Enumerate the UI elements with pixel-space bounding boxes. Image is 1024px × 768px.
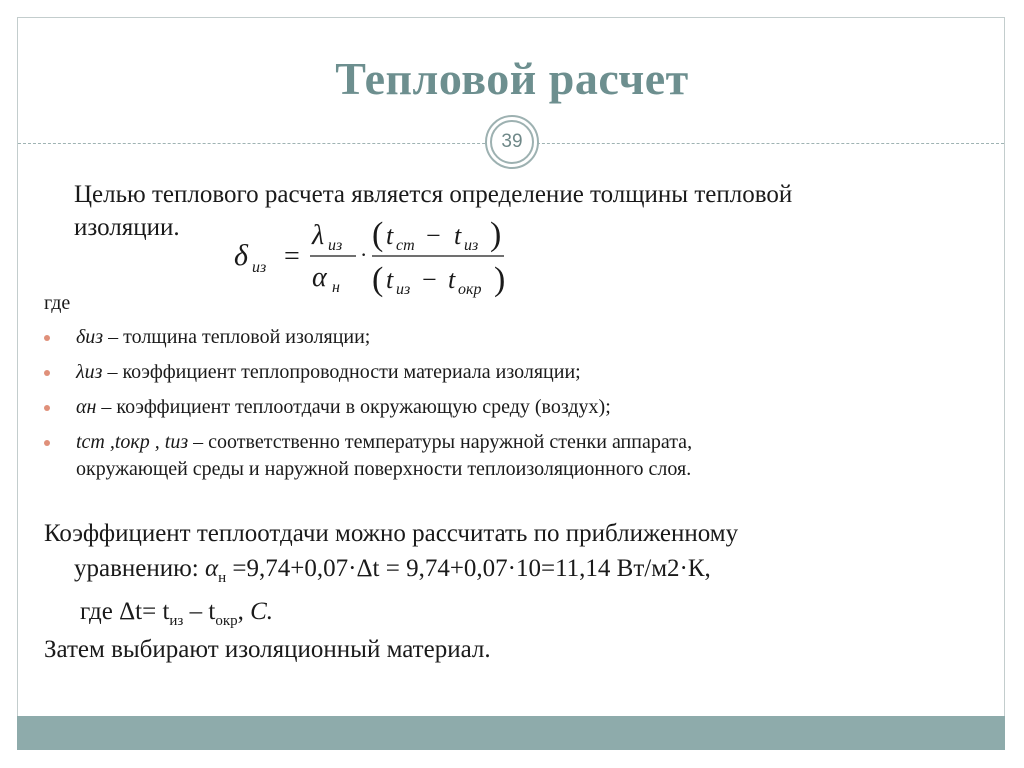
formula-dot: · bbox=[360, 242, 368, 267]
slide-title: Тепловой расчет bbox=[335, 53, 689, 104]
intro-line-1: Целью теплового расчета является определение толщины тепловой bbox=[74, 181, 793, 208]
formula-delta-sub: из bbox=[252, 259, 267, 276]
formula-den-t2: t bbox=[448, 265, 456, 294]
symbol-alpha-n: αн bbox=[76, 396, 97, 418]
delta-t-sub-okr: окр bbox=[215, 613, 238, 629]
definition-text: – соответственно температуры наружной стенки аппарата, bbox=[188, 431, 693, 453]
page-number: 39 bbox=[490, 120, 534, 164]
conclusion-text: Затем выбирают изоляционный материал. bbox=[44, 636, 491, 663]
symbol-delta-iz: δиз bbox=[76, 326, 104, 348]
formula-den-t2-sub: окр bbox=[458, 281, 482, 298]
where-label: где bbox=[44, 292, 71, 314]
delta-t-unit: С. bbox=[250, 598, 274, 625]
definition-text: – коэффициент теплопроводности материала изоляции; bbox=[102, 361, 581, 383]
delta-t-mid: – t bbox=[183, 598, 216, 625]
intro-text bbox=[74, 178, 994, 244]
formula-num-t2-sub: из bbox=[464, 237, 479, 254]
definition-text: – толщина тепловой изоляции; bbox=[103, 326, 371, 348]
list-item bbox=[44, 359, 1004, 386]
equation-rest: =9,74+0,07·Δt = 9,74+0,07·10=11,14 Вт/м2·К, bbox=[226, 555, 711, 582]
formula-num-minus: − bbox=[426, 221, 441, 250]
equation-alpha-sub: н bbox=[218, 570, 227, 586]
insulation-thickness-formula bbox=[232, 210, 522, 302]
formula-delta: δ bbox=[234, 239, 248, 272]
formula-den-t1: t bbox=[386, 265, 394, 294]
equation-prefix: уравнению: bbox=[74, 555, 206, 582]
intro-line-2: изоляции. bbox=[74, 214, 180, 241]
formula-num-t2: t bbox=[454, 221, 462, 250]
formula-lambda-sub: из bbox=[328, 237, 343, 254]
symbol-temperatures: tст ,tокр , tиз bbox=[76, 431, 189, 453]
formula-paren-close-1: ) bbox=[490, 216, 502, 253]
delta-t-sub-iz: из bbox=[169, 613, 184, 629]
formula-alpha-sub: н bbox=[332, 279, 340, 296]
heat-transfer-paragraph-line-1: Коэффициент теплоотдачи можно рассчитать по приближенному bbox=[44, 520, 739, 547]
formula-den-t1-sub: из bbox=[396, 281, 411, 298]
formula-equals: = bbox=[284, 241, 300, 272]
list-item bbox=[44, 394, 1004, 421]
formula-paren-open-1: ( bbox=[372, 216, 384, 253]
formula-den-minus: − bbox=[422, 265, 437, 294]
formula-alpha: α bbox=[312, 262, 327, 293]
list-item bbox=[44, 429, 1004, 483]
formula-lambda: λ bbox=[312, 220, 325, 251]
page-number-badge bbox=[485, 115, 539, 169]
list-item bbox=[44, 324, 1004, 351]
formula-num-t1: t bbox=[386, 221, 394, 250]
heat-transfer-equation-line bbox=[74, 551, 1024, 596]
symbol-lambda-iz: λиз bbox=[76, 361, 103, 383]
formula-num-t1-sub: ст bbox=[396, 237, 415, 254]
footer-bar bbox=[17, 716, 1005, 750]
definition-text: – коэффициент теплоотдачи в окружающую среду (воздух); bbox=[96, 396, 611, 418]
delta-t-suffix: , bbox=[237, 598, 251, 625]
definition-list bbox=[44, 324, 1004, 491]
definition-text-continued: окружающей среды и наружной поверхности теплоизоляционного слоя. bbox=[76, 458, 692, 480]
formula-paren-close-2: ) bbox=[494, 261, 506, 298]
delta-t-prefix: где Δt= t bbox=[80, 598, 170, 625]
formula-paren-open-2: ( bbox=[372, 261, 384, 298]
equation-alpha: α bbox=[205, 555, 219, 582]
